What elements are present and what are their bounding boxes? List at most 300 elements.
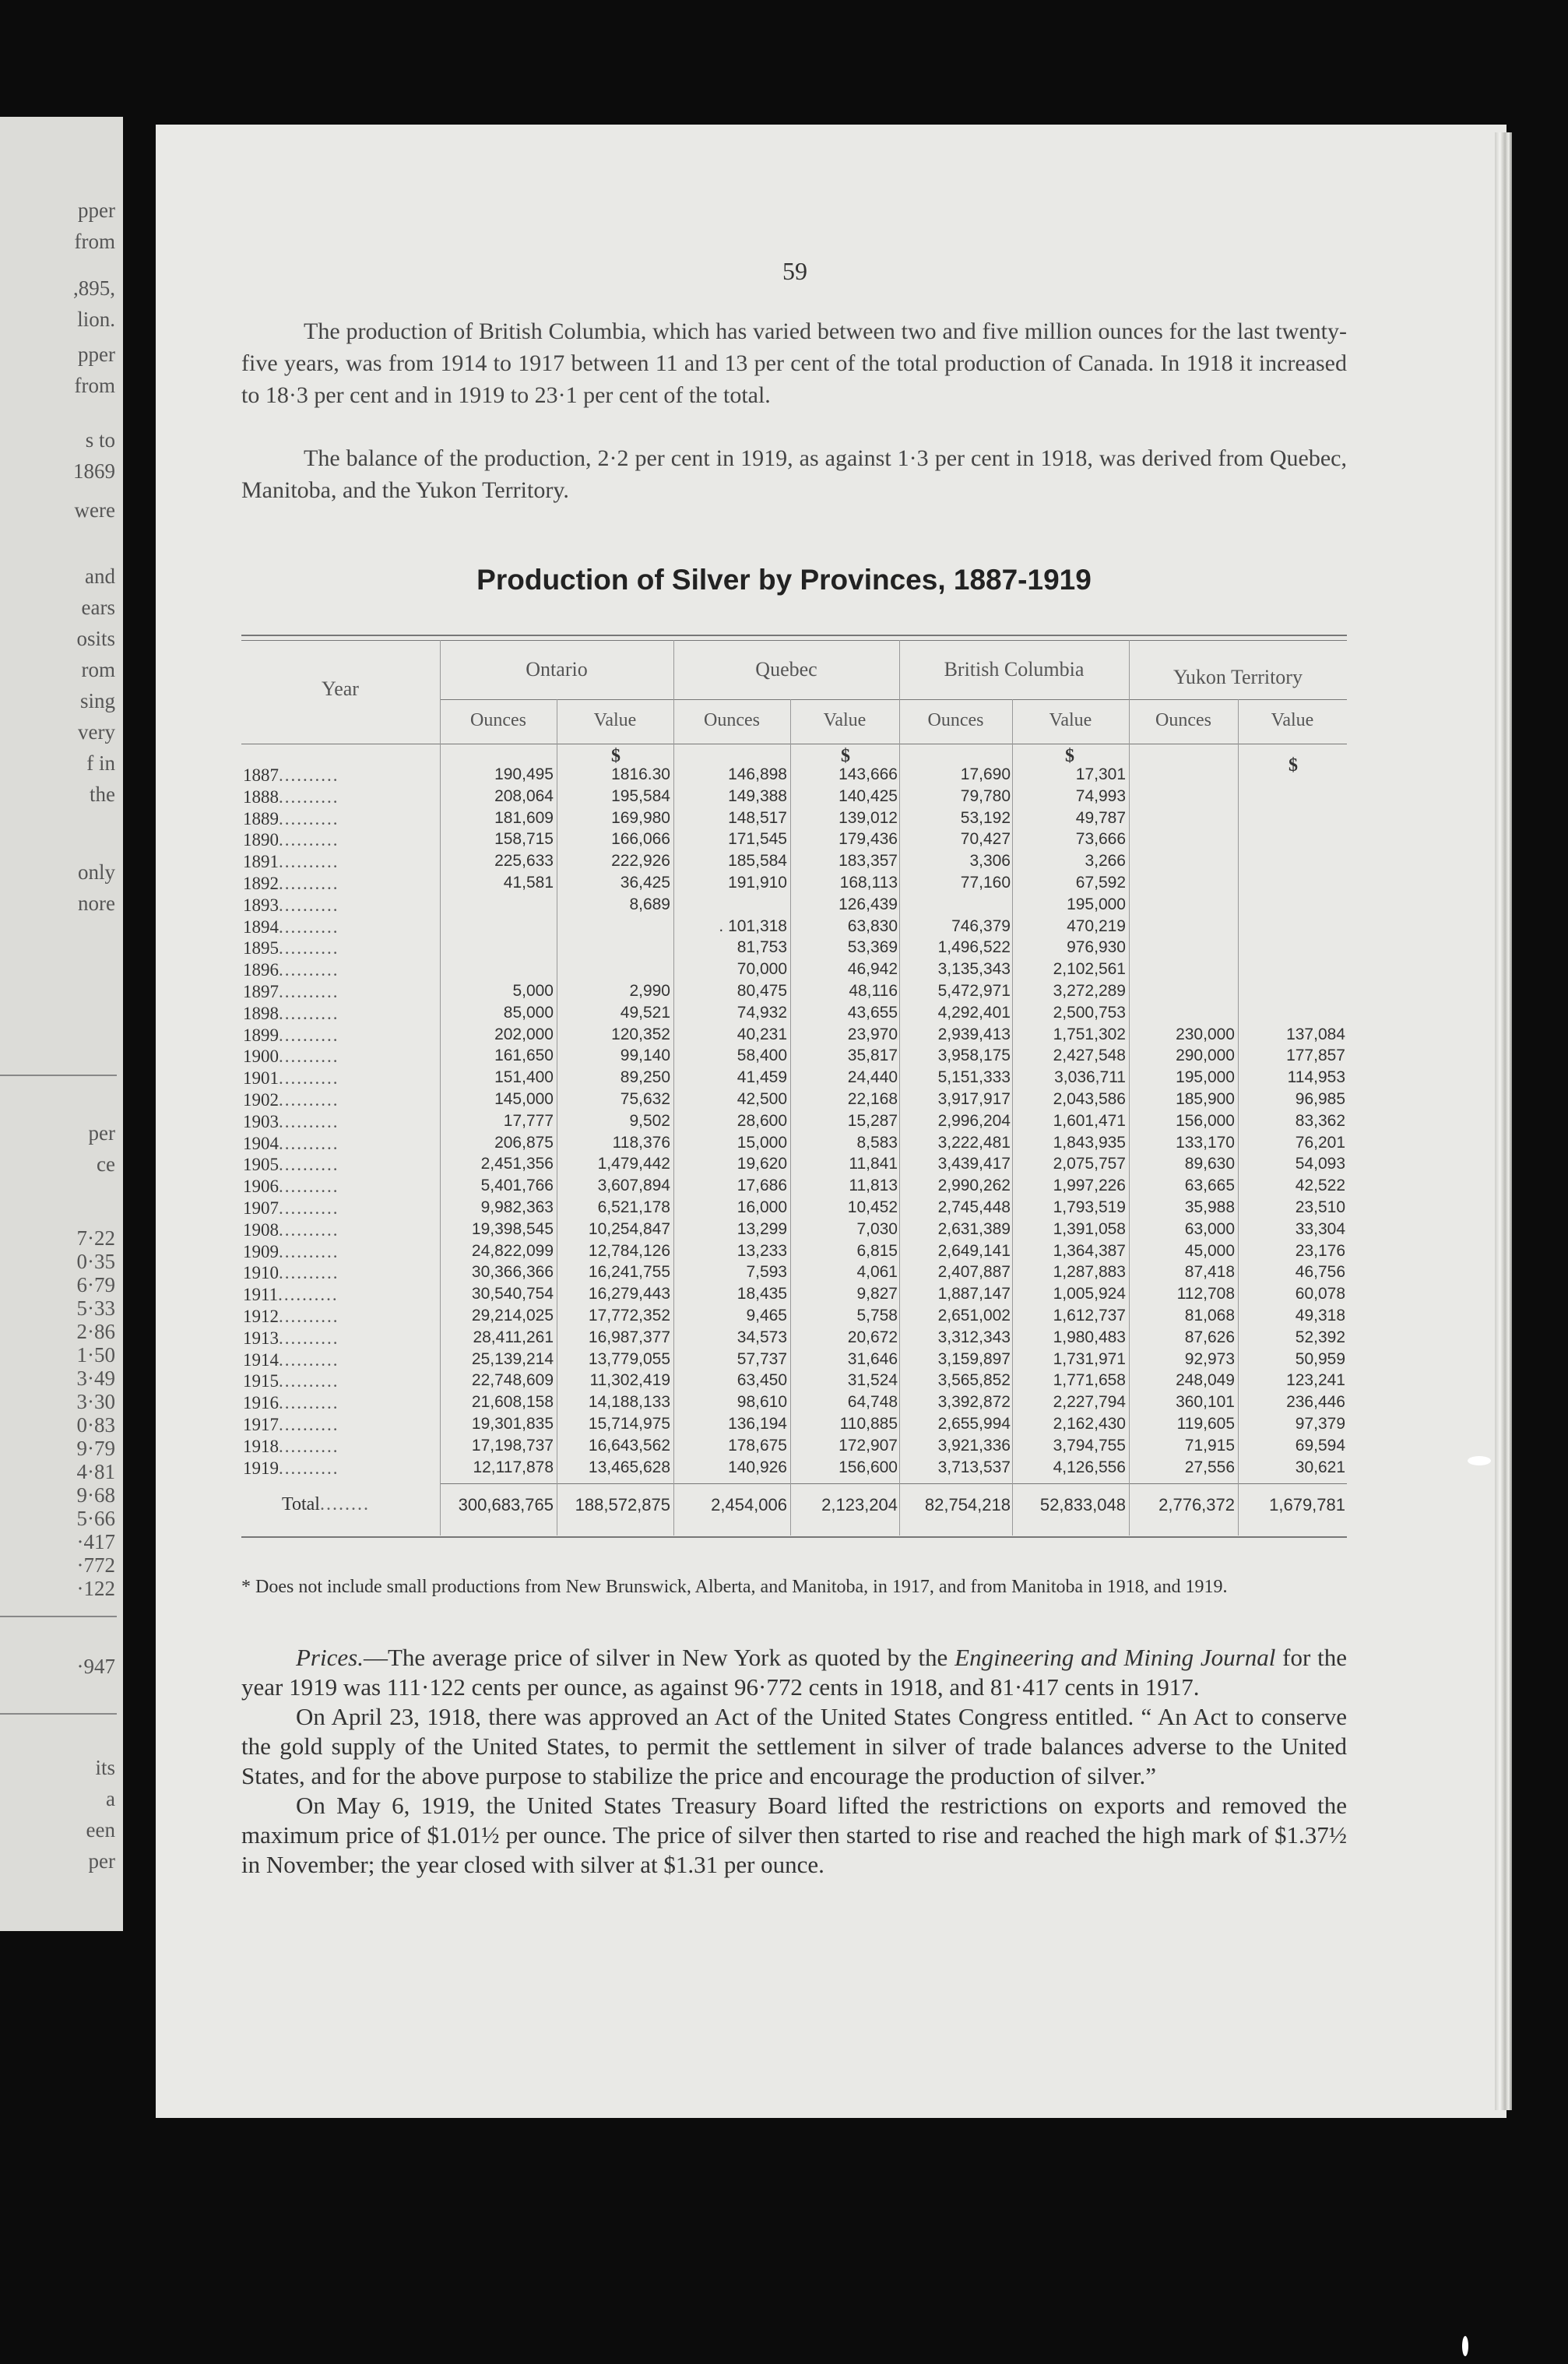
cell-quebec-ounces: 149,388 — [728, 787, 787, 805]
cell-bc-value: 1,364,387 — [1053, 1242, 1126, 1260]
cell-bc-value: 4,126,556 — [1053, 1458, 1126, 1476]
cell-bc-ounces: 2,939,413 — [937, 1025, 1011, 1043]
year-label: 1898 — [243, 1004, 279, 1023]
facing-page-text-fragment: 3·30 — [76, 1390, 115, 1413]
year-label: 1916 — [243, 1393, 279, 1412]
cell-yukon-ounces: 248,049 — [1176, 1371, 1235, 1389]
cell-quebec-value: 5,758 — [856, 1307, 898, 1324]
year-cell: 1899.......... — [243, 1025, 339, 1045]
facing-page-text-fragment: per — [88, 1121, 115, 1145]
cell-ontario-value: 9,502 — [629, 1112, 670, 1130]
year-cell: 1900.......... — [243, 1047, 339, 1066]
cell-quebec-ounces: 16,000 — [737, 1198, 787, 1216]
cell-ontario-ounces: 41,581 — [503, 874, 554, 892]
facing-page-text-fragment: ·417 — [76, 1530, 115, 1553]
cell-quebec-value: 183,357 — [838, 852, 898, 870]
year-cell: 1914.......... — [243, 1350, 339, 1370]
cell-yukon-value: 23,510 — [1295, 1198, 1345, 1216]
facing-page-text-fragment: f in — [86, 751, 115, 775]
cell-ontario-value: 222,926 — [611, 852, 670, 870]
cell-bc-value: 1,612,737 — [1053, 1307, 1126, 1324]
cell-ontario-value: 11,302,419 — [589, 1371, 670, 1389]
cell-quebec-value: 31,524 — [847, 1371, 898, 1389]
cell-quebec-ounces: 185,584 — [728, 852, 787, 870]
cell-yukon-ounces: 45,000 — [1184, 1242, 1235, 1260]
facing-page-rule — [0, 1713, 117, 1715]
year-label: 1904 — [243, 1134, 279, 1153]
facing-page-text-fragment: a — [106, 1787, 115, 1810]
cell-bc-value: 3,266 — [1085, 852, 1126, 870]
cell-yukon-value: 42,522 — [1295, 1177, 1345, 1194]
cell-bc-value: 3,794,755 — [1053, 1437, 1126, 1455]
cell-yukon-value: 23,176 — [1295, 1242, 1345, 1260]
group-header-british-columbia: British Columbia — [944, 658, 1085, 681]
cell-bc-value: 1,287,883 — [1053, 1263, 1126, 1281]
cell-yukon-ounces: 87,626 — [1184, 1328, 1235, 1346]
facing-page-rule — [0, 1075, 117, 1076]
cell-bc-ounces: 3,439,417 — [937, 1155, 1011, 1173]
facing-page-text-fragment: the — [90, 783, 115, 806]
total-rule — [440, 1483, 1347, 1484]
year-cell: 1889.......... — [243, 809, 339, 828]
year-label: 1915 — [243, 1371, 279, 1391]
cell-quebec-ounces: 40,231 — [737, 1025, 787, 1043]
group-header-yukon-territory: Yukon Territory — [1173, 666, 1303, 688]
table-bottom-rule — [241, 1536, 1347, 1538]
cell-ontario-value: 8,689 — [629, 895, 670, 913]
year-label: 1913 — [243, 1328, 279, 1348]
subheader-ounces: Ounces — [927, 710, 984, 730]
year-cell: 1901.......... — [243, 1068, 339, 1088]
cell-ontario-ounces: 161,650 — [494, 1047, 554, 1064]
cell-bc-ounces: 3,565,852 — [937, 1371, 1011, 1389]
facing-page-text-fragment: nore — [78, 892, 115, 915]
cell-ontario-ounces: 29,214,025 — [471, 1307, 554, 1324]
total-label: Total........ — [282, 1494, 370, 1514]
cell-ontario-value: 16,241,755 — [588, 1263, 670, 1281]
cell-bc-value: 2,075,757 — [1053, 1155, 1126, 1173]
cell-quebec-value: 10,452 — [847, 1198, 898, 1216]
cell-bc-value: 1,980,483 — [1053, 1328, 1126, 1346]
cell-bc-value: 195,000 — [1067, 895, 1126, 913]
cell-ontario-ounces: 28,411,261 — [473, 1328, 554, 1346]
year-cell: 1902.......... — [243, 1090, 339, 1110]
facing-page-text-fragment: 9·79 — [76, 1437, 115, 1460]
cell-ontario-ounces: 181,609 — [494, 809, 554, 827]
cell-quebec-ounces: 41,459 — [737, 1068, 787, 1086]
cell-quebec-value: 8,583 — [856, 1134, 898, 1152]
cell-quebec-ounces: 15,000 — [737, 1134, 787, 1152]
cell-yukon-ounces: 360,101 — [1176, 1393, 1235, 1411]
facing-page-text-fragment: s to — [85, 428, 115, 452]
year-cell: 1891.......... — [243, 852, 339, 871]
cell-yukon-ounces: 35,988 — [1184, 1198, 1235, 1216]
cell-quebec-value: 7,030 — [856, 1220, 898, 1238]
year-cell: 1918.......... — [243, 1437, 339, 1456]
cell-ontario-value: 16,279,443 — [588, 1285, 670, 1303]
facing-page-text-fragment: 4·81 — [76, 1460, 115, 1483]
cell-bc-value: 1,793,519 — [1053, 1198, 1126, 1216]
cell-quebec-value: 6,815 — [856, 1242, 898, 1260]
cell-yukon-value: 60,078 — [1295, 1285, 1345, 1303]
cell-quebec-ounces: 146,898 — [728, 765, 787, 783]
cell-ontario-value: 15,714,975 — [588, 1415, 670, 1433]
facing-page-text-fragment: 0·35 — [76, 1250, 115, 1273]
cell-yukon-value: 96,985 — [1295, 1090, 1345, 1108]
cell-bc-value: 1,391,058 — [1053, 1220, 1126, 1238]
paragraph-british-columbia: The production of British Columbia, which has varied between two and five million ounces for the last twenty-five years, was from 1914 to 1917 between 11 and 13 per cent of the total production of Canada. In 1918 it increased to 18·3 per cent and in 1919 to 23·1 per cent of the total. — [241, 318, 1347, 408]
year-label: 1892 — [243, 874, 279, 893]
table-footnote: * Does not include small productions from New Brunswick, Alberta, and Manitoba, in 1917, and from Manitoba in 1918, and 1919. — [241, 1577, 1228, 1597]
cell-ontario-ounces: 208,064 — [494, 787, 554, 805]
cell-quebec-value: 139,012 — [838, 809, 898, 827]
year-label: 1903 — [243, 1112, 279, 1131]
prices-paragraph — [241, 1643, 1347, 1702]
cell-bc-ounces: 5,151,333 — [937, 1068, 1011, 1086]
currency-mark: $ — [1289, 755, 1298, 776]
cell-ontario-ounces: 17,777 — [503, 1112, 554, 1130]
cell-bc-ounces: 2,407,887 — [937, 1263, 1011, 1281]
cell-bc-ounces: 4,292,401 — [937, 1004, 1011, 1022]
cell-quebec-ounces: 19,620 — [737, 1155, 787, 1173]
facing-page-text-fragment: pper — [78, 199, 115, 222]
year-label: 1905 — [243, 1155, 279, 1174]
cell-ontario-value: 3,607,894 — [597, 1177, 670, 1194]
facing-page-text-fragment: from — [74, 230, 115, 253]
cell-bc-value: 67,592 — [1075, 874, 1126, 892]
year-label: 1896 — [243, 960, 279, 980]
cell-quebec-value: 15,287 — [847, 1112, 898, 1130]
year-cell: 1909.......... — [243, 1242, 339, 1261]
facing-page-text-fragment: pper — [78, 343, 115, 366]
year-label: 1888 — [243, 787, 279, 807]
year-cell: 1913.......... — [243, 1328, 339, 1348]
cell-quebec-ounces: 136,194 — [728, 1415, 787, 1433]
total-quebec-ounces: 2,454,006 — [711, 1495, 787, 1514]
cell-bc-ounces: 2,651,002 — [937, 1307, 1011, 1324]
cell-quebec-value: 24,440 — [847, 1068, 898, 1086]
cell-bc-ounces: 53,192 — [960, 809, 1011, 827]
cell-yukon-ounces: 185,900 — [1176, 1090, 1235, 1108]
year-label: 1919 — [243, 1458, 279, 1478]
cell-quebec-value: 35,817 — [847, 1047, 898, 1064]
cell-bc-ounces: 2,655,994 — [937, 1415, 1011, 1433]
subheader-value: Value — [823, 710, 867, 730]
cell-quebec-ounces: 34,573 — [737, 1328, 787, 1346]
cell-quebec-ounces: 171,545 — [728, 830, 787, 848]
cell-bc-value: 470,219 — [1067, 917, 1126, 935]
cell-quebec-ounces: 58,400 — [737, 1047, 787, 1064]
cell-bc-ounces: 77,160 — [960, 874, 1011, 892]
cell-quebec-value: 31,646 — [847, 1350, 898, 1368]
year-label: 1887 — [243, 765, 279, 785]
cell-ontario-value: 169,980 — [611, 809, 670, 827]
year-label: 1918 — [243, 1437, 279, 1456]
total-bc-ounces: 82,754,218 — [924, 1495, 1011, 1514]
year-cell: 1893.......... — [243, 895, 339, 915]
cell-quebec-value: 143,666 — [838, 765, 898, 783]
cell-bc-value: 2,162,430 — [1053, 1415, 1126, 1433]
cell-ontario-ounces: 19,398,545 — [471, 1220, 554, 1238]
cell-quebec-ounces: 81,753 — [737, 938, 787, 956]
subheader-ounces: Ounces — [704, 710, 760, 730]
year-label: 1912 — [243, 1307, 279, 1326]
cell-ontario-ounces: 22,748,609 — [471, 1371, 554, 1389]
cell-quebec-ounces: 42,500 — [737, 1090, 787, 1108]
cell-quebec-ounces: 18,435 — [737, 1285, 787, 1303]
group-header-quebec: Quebec — [755, 658, 817, 681]
year-cell: 1908.......... — [243, 1220, 339, 1240]
year-label: 1893 — [243, 895, 279, 915]
year-cell: 1905.......... — [243, 1155, 339, 1174]
paragraph-balance: The balance of the production, 2·2 per cent in 1919, as against 1·3 per cent in 1918, was derived from Quebec, Manitoba, and the Yukon Territory. — [241, 445, 1347, 503]
cell-bc-ounces: 79,780 — [960, 787, 1011, 805]
cell-bc-value: 1,771,658 — [1053, 1371, 1126, 1389]
cell-bc-value: 976,930 — [1067, 938, 1126, 956]
cell-ontario-value: 89,250 — [620, 1068, 670, 1086]
cell-quebec-ounces: 140,926 — [728, 1458, 787, 1476]
year-cell: 1915.......... — [243, 1371, 339, 1391]
facing-page-text-fragment: 9·68 — [76, 1483, 115, 1507]
year-cell: 1917.......... — [243, 1415, 339, 1434]
scan-speck — [1462, 2336, 1468, 2356]
cell-quebec-value: 53,369 — [847, 938, 898, 956]
cell-ontario-ounces: 21,608,158 — [471, 1393, 554, 1411]
prices-heading: Prices. — [296, 1644, 364, 1671]
cell-quebec-value: 4,061 — [856, 1263, 898, 1281]
facing-page-text-fragment: only — [77, 860, 115, 884]
facing-page-text-fragment: sing — [79, 689, 115, 712]
year-cell: 1898.......... — [243, 1004, 339, 1023]
facing-page-text-fragment: 5·66 — [76, 1507, 115, 1530]
year-label: 1895 — [243, 938, 279, 958]
total-yukon-value: 1,679,781 — [1269, 1495, 1345, 1514]
cell-yukon-ounces: 156,000 — [1176, 1112, 1235, 1130]
facing-page-text-fragment: ·772 — [76, 1553, 115, 1577]
cell-ontario-ounces: 2,451,356 — [480, 1155, 554, 1173]
cell-quebec-value: 110,885 — [839, 1415, 898, 1433]
cell-ontario-value: 75,632 — [620, 1090, 670, 1108]
facing-page-text-fragment: per — [88, 1849, 115, 1873]
year-cell: 1897.......... — [243, 982, 339, 1001]
cell-quebec-ounces: 74,932 — [737, 1004, 787, 1022]
cell-bc-ounces: 3,958,175 — [937, 1047, 1011, 1064]
year-cell: 1910.......... — [243, 1263, 339, 1282]
year-cell: 1912.......... — [243, 1307, 339, 1326]
cell-bc-ounces: 3,917,917 — [937, 1090, 1011, 1108]
year-label: 1909 — [243, 1242, 279, 1261]
cell-ontario-ounces: 9,982,363 — [480, 1198, 554, 1216]
facing-page-text-fragment: ce — [97, 1152, 115, 1176]
cell-bc-value: 1,751,302 — [1053, 1025, 1126, 1043]
year-cell: 1907.......... — [243, 1198, 339, 1218]
cell-bc-ounces: 2,990,262 — [937, 1177, 1011, 1194]
cell-bc-value: 73,666 — [1075, 830, 1126, 848]
year-label: 1891 — [243, 852, 279, 871]
group-underline — [440, 699, 1347, 700]
cell-quebec-ounces: 57,737 — [737, 1350, 787, 1368]
cell-quebec-value: 23,970 — [847, 1025, 898, 1043]
cell-bc-ounces: 2,649,141 — [937, 1242, 1011, 1260]
cell-quebec-ounces: 17,686 — [737, 1177, 787, 1194]
cell-bc-value: 1,843,935 — [1053, 1134, 1126, 1152]
year-label: 1906 — [243, 1177, 279, 1196]
facing-page-text-fragment: from — [74, 374, 115, 397]
facing-page-text-fragment: very — [78, 720, 115, 744]
cell-bc-value: 1,601,471 — [1053, 1112, 1126, 1130]
facing-page-text-fragment: 1869 — [73, 459, 115, 483]
year-label: 1911 — [243, 1285, 279, 1304]
year-label: 1900 — [243, 1047, 279, 1066]
facing-page-text-fragment: 7·22 — [76, 1226, 115, 1250]
cell-ontario-value: 13,779,055 — [588, 1350, 670, 1368]
cell-bc-ounces: 3,312,343 — [937, 1328, 1011, 1346]
facing-page-text-fragment: 6·79 — [76, 1273, 115, 1296]
facing-page-text-fragment: lion. — [77, 308, 115, 331]
cell-ontario-ounces: 85,000 — [503, 1004, 554, 1022]
cell-quebec-value: 20,672 — [847, 1328, 898, 1346]
cell-ontario-ounces: 25,139,214 — [471, 1350, 554, 1368]
year-label: 1890 — [243, 830, 279, 850]
year-label: 1902 — [243, 1090, 279, 1110]
cell-yukon-value: 30,621 — [1295, 1458, 1345, 1476]
cell-quebec-ounces: 63,450 — [737, 1371, 787, 1389]
table-title: Production of Silver by Provinces, 1887-1919 — [476, 564, 1092, 596]
cell-yukon-ounces: 71,915 — [1184, 1437, 1235, 1455]
year-label: 1917 — [243, 1415, 279, 1434]
cell-bc-value: 2,427,548 — [1053, 1047, 1126, 1064]
cell-bc-ounces: 1,887,147 — [937, 1285, 1011, 1303]
facing-page-text-fragment: 5·33 — [76, 1296, 115, 1320]
page-edge — [1495, 132, 1512, 2110]
subheader-value: Value — [1271, 710, 1314, 730]
facing-page-text-fragment: 0·83 — [76, 1413, 115, 1437]
cell-bc-value: 1,731,971 — [1053, 1350, 1126, 1368]
cell-quebec-value: 64,748 — [847, 1393, 898, 1411]
cell-yukon-ounces: 89,630 — [1184, 1155, 1235, 1173]
cell-quebec-value: 46,942 — [847, 960, 898, 978]
cell-quebec-ounces: 13,233 — [737, 1242, 787, 1260]
cell-yukon-ounces: 63,665 — [1184, 1177, 1235, 1194]
cell-yukon-ounces: 92,973 — [1184, 1350, 1235, 1368]
subheader-ounces: Ounces — [470, 710, 526, 730]
year-header: Year — [322, 677, 359, 700]
cell-quebec-ounces: 9,465 — [746, 1307, 787, 1324]
cell-quebec-value: 22,168 — [847, 1090, 898, 1108]
cell-bc-ounces: 3,713,537 — [937, 1458, 1011, 1476]
facing-page-text-fragment: ·122 — [76, 1577, 115, 1600]
year-label: 1901 — [243, 1068, 279, 1088]
cell-quebec-ounces: 80,475 — [737, 982, 787, 1000]
year-label: 1910 — [243, 1263, 279, 1282]
facing-page-text-fragment: ,895, — [73, 276, 115, 300]
cell-bc-value: 2,102,561 — [1053, 960, 1126, 978]
cell-ontario-value: 14,188,133 — [588, 1393, 670, 1411]
cell-bc-value: 3,036,711 — [1054, 1068, 1126, 1086]
total-bc-value: 52,833,048 — [1039, 1495, 1126, 1514]
cell-bc-ounces: 3,222,481 — [937, 1134, 1011, 1152]
cell-ontario-ounces: 225,633 — [494, 852, 554, 870]
facing-page-text-fragment: and — [85, 565, 115, 588]
cell-ontario-value: 49,521 — [620, 1004, 670, 1022]
cell-ontario-ounces: 24,822,099 — [471, 1242, 554, 1260]
cell-bc-ounces: 2,631,389 — [937, 1220, 1011, 1238]
cell-ontario-value: 17,772,352 — [588, 1307, 670, 1324]
treasury-paragraph: On May 6, 1919, the United States Treasury Board lifted the restrictions on exports and removed the maximum price of $1.01½ per ounce. The price of silver then started to rise and reached the high mark of $1.37½ in November; the year closed with silver at $1.31 per ounce. — [241, 1792, 1347, 1878]
cell-quebec-value: 63,830 — [847, 917, 898, 935]
cell-bc-value: 2,043,586 — [1053, 1090, 1126, 1108]
cell-yukon-value: 177,857 — [1286, 1047, 1345, 1064]
total-ontario-value: 188,572,875 — [575, 1495, 670, 1514]
table-top-rule-inner — [241, 640, 1347, 641]
cell-yukon-value: 69,594 — [1295, 1437, 1345, 1455]
facing-page-text-fragment: its — [95, 1756, 115, 1779]
cell-yukon-ounces: 119,605 — [1176, 1415, 1235, 1433]
cell-ontario-value: 1816.30 — [611, 765, 670, 783]
facing-page-fragment — [0, 117, 123, 1931]
year-cell: 1892.......... — [243, 874, 339, 893]
year-label: 1894 — [243, 917, 279, 937]
year-cell: 1903.......... — [243, 1112, 339, 1131]
table-top-rule — [241, 635, 1347, 636]
cell-bc-ounces: 3,392,872 — [937, 1393, 1011, 1411]
page-number: 59 — [782, 257, 807, 285]
cell-yukon-value: 76,201 — [1295, 1134, 1345, 1152]
cell-quebec-ounces: . 101,318 — [719, 917, 787, 935]
subheader-ounces: Ounces — [1155, 710, 1211, 730]
group-header-ontario: Ontario — [526, 658, 588, 681]
year-label: 1889 — [243, 809, 279, 828]
cell-quebec-value: 140,425 — [838, 787, 898, 805]
cell-ontario-ounces: 158,715 — [494, 830, 554, 848]
year-label: 1907 — [243, 1198, 279, 1218]
facing-page-text-fragment: rom — [81, 658, 115, 681]
year-label: 1899 — [243, 1025, 279, 1045]
cell-ontario-ounces: 12,117,878 — [473, 1458, 554, 1476]
year-cell: 1911.......... — [243, 1285, 339, 1304]
facing-page-text-fragment: een — [86, 1818, 115, 1842]
cell-bc-ounces: 17,690 — [960, 765, 1011, 783]
journal-title: Engineering and Mining Journal — [955, 1644, 1276, 1671]
cell-yukon-ounces: 230,000 — [1176, 1025, 1235, 1043]
cell-yukon-value: 236,446 — [1286, 1393, 1345, 1411]
cell-yukon-value: 137,084 — [1286, 1025, 1345, 1043]
year-label: 1914 — [243, 1350, 279, 1370]
year-label: 1897 — [243, 982, 279, 1001]
cell-quebec-value: 11,813 — [849, 1177, 898, 1194]
cell-bc-ounces: 1,496,522 — [937, 938, 1011, 956]
cell-ontario-value: 195,584 — [611, 787, 670, 805]
cell-bc-ounces: 3,159,897 — [937, 1350, 1011, 1368]
cell-ontario-ounces: 17,198,737 — [471, 1437, 554, 1455]
cell-quebec-value: 48,116 — [849, 982, 898, 1000]
cell-bc-ounces: 2,996,204 — [937, 1112, 1011, 1130]
year-cell: 1919.......... — [243, 1458, 339, 1478]
year-label: 1908 — [243, 1220, 279, 1240]
prices-section — [241, 1643, 1347, 1880]
cell-ontario-ounces: 145,000 — [494, 1090, 554, 1108]
cell-ontario-value: 10,254,847 — [588, 1220, 670, 1238]
cell-yukon-ounces: 63,000 — [1184, 1220, 1235, 1238]
cell-yukon-ounces: 290,000 — [1176, 1047, 1235, 1064]
cell-ontario-ounces: 151,400 — [494, 1068, 554, 1086]
prices-text-b: for the year 1919 was 111·122 cents per ounce, as against 96·772 cents in 1918, and 81·417 cents in 1917. — [241, 1644, 1347, 1701]
cell-bc-value: 2,500,753 — [1053, 1004, 1126, 1022]
total-ontario-ounces: 300,683,765 — [458, 1495, 554, 1514]
cell-ontario-ounces: 5,401,766 — [480, 1177, 554, 1194]
cell-quebec-value: 126,439 — [838, 895, 898, 913]
cell-yukon-value: 33,304 — [1295, 1220, 1345, 1238]
